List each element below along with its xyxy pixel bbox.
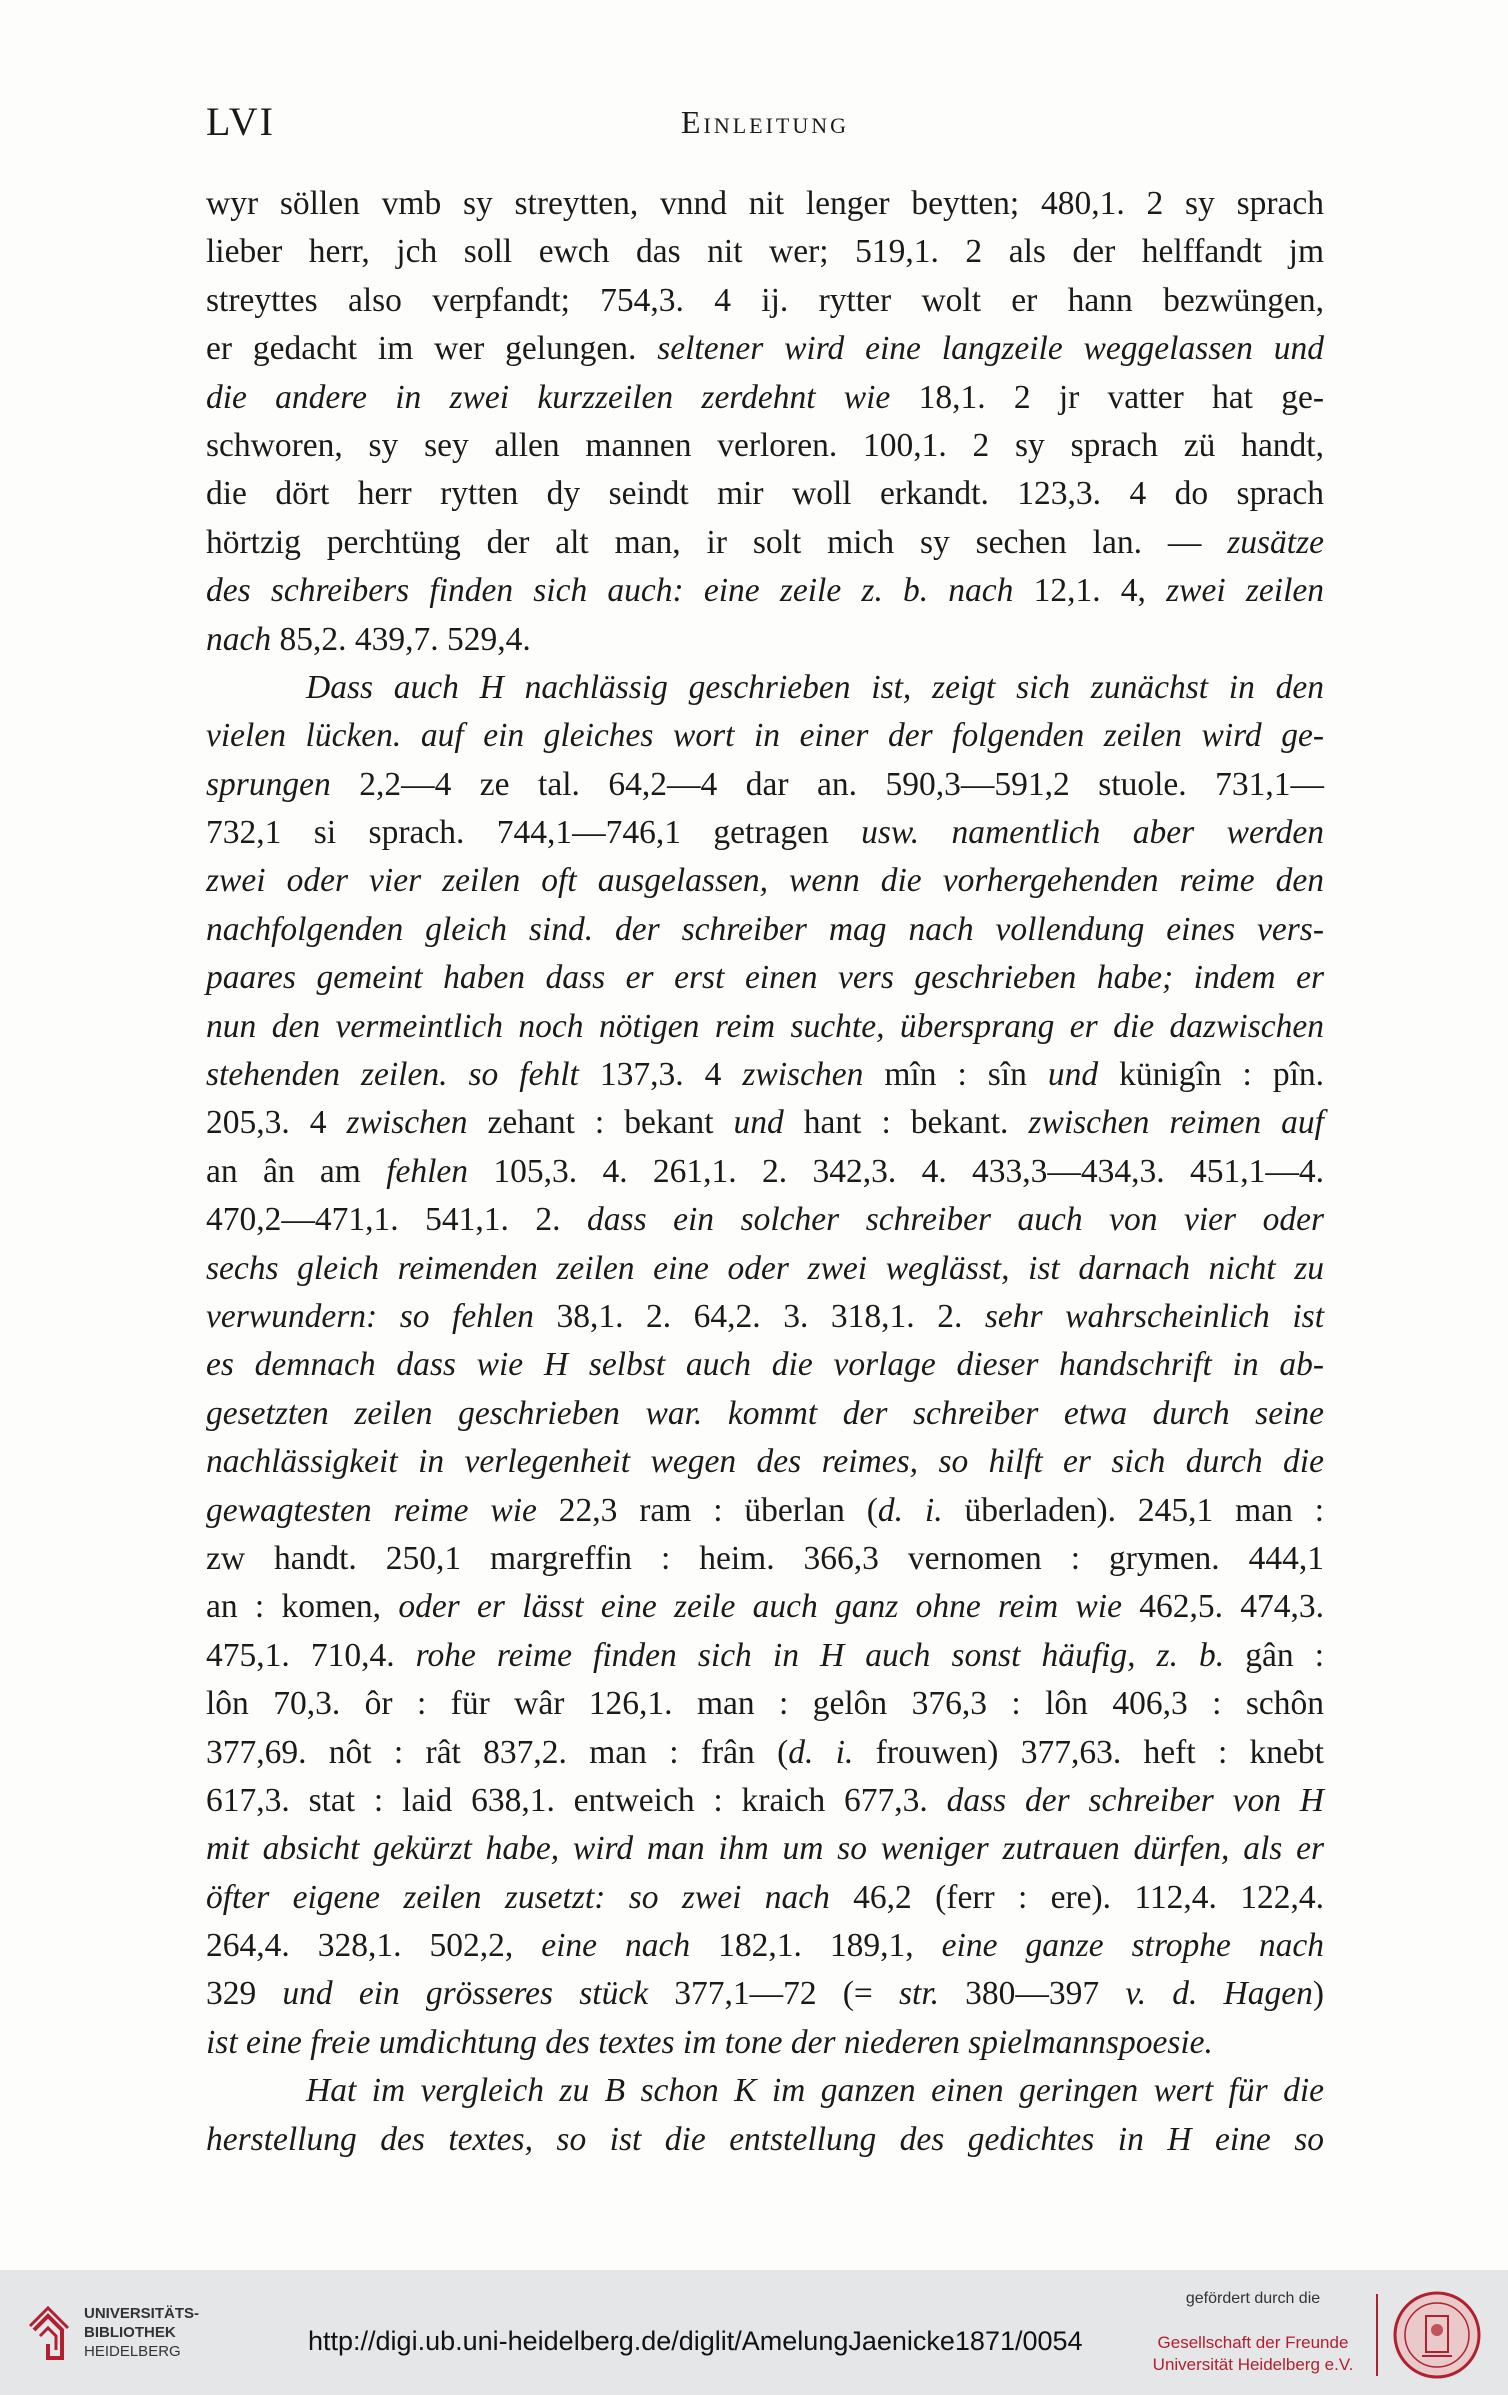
text-line: schworen, sy sey allen mannen verloren. 100,1. 2 sy sprach zü handt, xyxy=(206,426,1324,464)
university-seal-icon[interactable] xyxy=(1392,2290,1482,2380)
text-line: 205,3. 4 zwischen zehant : bekant und hant : bekant. zwischen reimen auf xyxy=(206,1104,1324,1142)
library-name xyxy=(84,2304,199,2361)
text-line: die andere in zwei kurzzeilen zerdehnt wie 18,1. 2 jr vatter hat ge- xyxy=(206,378,1324,416)
text-line: nachfolgenden gleich sind. der schreiber mag nach vollendung eines vers- xyxy=(206,910,1324,948)
text-line: öfter eigene zeilen zusetzt: so zwei nach 46,2 (ferr : ere). 112,4. 122,4. xyxy=(206,1878,1324,1916)
sponsor-label: gefördert durch die xyxy=(1185,2290,1321,2307)
text-line: 732,1 si sprach. 744,1—746,1 getragen usw. namentlich aber werden xyxy=(206,814,1324,852)
text-line: 264,4. 328,1. 502,2, eine nach 182,1. 189,1, eine ganze strophe nach xyxy=(206,1927,1324,1965)
text-line: verwundern: so fehlen 38,1. 2. 64,2. 3. 318,1. 2. sehr wahrscheinlich ist xyxy=(206,1297,1325,1335)
text-line: paares gemeint haben dass er erst einen vers geschrieben habe; indem er xyxy=(206,959,1324,997)
ub-heidelberg-logo-icon[interactable] xyxy=(28,2300,74,2366)
text-line: lieber herr, jch soll ewch das nit wer; 519,1. 2 als der helffandt jm xyxy=(206,233,1324,271)
text-line: zwei oder vier zeilen oft ausgelassen, wenn die vorhergehenden reime den xyxy=(206,862,1324,900)
footer-divider xyxy=(1376,2294,1378,2376)
text-line: gesetzten zeilen geschrieben war. kommt der schreiber etwa durch seine xyxy=(206,1394,1324,1432)
text-line: vielen lücken. auf ein gleiches wort in einer der folgenden zeilen wird ge- xyxy=(206,717,1324,755)
text-line: 617,3. stat : laid 638,1. entweich : kraich 677,3. dass der schreiber von H xyxy=(206,1781,1325,1819)
body-text xyxy=(206,180,1324,2164)
text-line: sechs gleich reimenden zeilen eine oder zwei weglässt, ist darnach nicht zu xyxy=(206,1249,1324,1287)
text-line: zw handt. 250,1 margreffin : heim. 366,3 vernomen : grymen. 444,1 xyxy=(206,1539,1324,1577)
text-line: er gedacht im wer gelungen. seltener wird eine langzeile weggelassen und xyxy=(206,330,1324,368)
text-line: 329 und ein grösseres stück 377,1—72 (= str. 380—397 v. d. Hagen) xyxy=(206,1975,1324,2013)
text-line: mit absicht gekürzt habe, wird man ihm um so weniger zutrauen dürfen, als er xyxy=(206,1830,1324,1868)
library-name-line2: BIBLIOTHEK xyxy=(84,2324,176,2341)
text-line: herstellung des textes, so ist die entstellung des gedichtes in H eine so xyxy=(206,2120,1324,2158)
sponsor-name-line2: Universität Heidelberg e.V. xyxy=(1152,2355,1354,2374)
text-line: sprungen 2,2—4 ze tal. 64,2—4 dar an. 590,3—591,2 stuole. 731,1— xyxy=(206,765,1324,803)
text-line: wyr söllen vmb sy streytten, vnnd nit lenger beytten; 480,1. 2 sy sprach xyxy=(206,185,1324,222)
text-line: 470,2—471,1. 541,1. 2. dass ein solcher schreiber auch von vier oder xyxy=(206,1201,1324,1239)
text-line: an ân am fehlen 105,3. 4. 261,1. 2. 342,3. 4. 433,3—434,3. 451,1—4. xyxy=(206,1152,1325,1190)
text-line: stehenden zeilen. so fehlt 137,3. 4 zwischen mîn : sîn und künigîn : pîn. xyxy=(206,1056,1325,1094)
permalink-url[interactable]: http://digi.ub.uni-heidelberg.de/diglit/AmelungJaenicke1871/0054 xyxy=(308,2326,1083,2356)
page-number: LVI xyxy=(206,99,275,144)
text-line: 377,69. nôt : rât 837,2. man : frân (d. i. frouwen) 377,63. heft : knebt xyxy=(206,1733,1324,1771)
text-line: Dass auch H nachlässig geschrieben ist, zeigt sich zunächst in den xyxy=(306,668,1324,706)
text-line: hörtzig perchtüng der alt man, ir solt mich sy sechen lan. — zusätze xyxy=(206,523,1324,561)
text-line: lôn 70,3. ôr : für wâr 126,1. man : gelôn 376,3 : lôn 406,3 : schôn xyxy=(206,1685,1324,1723)
text-line: des schreibers finden sich auch: eine zeile z. b. nach 12,1. 4, zwei zeilen xyxy=(206,572,1325,610)
text-line: es demnach dass wie H selbst auch die vorlage dieser handschrift in ab- xyxy=(206,1346,1324,1384)
text-line: die dört herr rytten dy seindt mir woll erkandt. 123,3. 4 do sprach xyxy=(206,475,1324,513)
sponsor-block xyxy=(1148,2290,1358,2376)
text-line: nach 85,2. 439,7. 529,4. xyxy=(206,620,531,658)
viewer-footer xyxy=(0,2270,1508,2395)
text-line: nachlässigkeit in verlegenheit wegen des reimes, so hilft er sich durch die xyxy=(206,1443,1324,1481)
text-line: streyttes also verpfandt; 754,3. 4 ij. rytter wolt er hann bezwüngen, xyxy=(206,281,1324,319)
text-line: 475,1. 710,4. rohe reime finden sich in H auch sonst häufig, z. b. gân : xyxy=(206,1636,1324,1674)
library-name-line1: UNIVERSITÄTS- xyxy=(84,2305,200,2322)
running-title: Einleitung xyxy=(680,104,850,140)
sponsor-name-line1: Gesellschaft der Freunde xyxy=(1157,2333,1349,2352)
text-line: an : komen, oder er lässt eine zeile auch ganz ohne reim wie 462,5. 474,3. xyxy=(206,1588,1324,1626)
library-name-line3: HEIDELBERG xyxy=(84,2343,181,2360)
text-line: gewagtesten reime wie 22,3 ram : überlan (d. i. überladen). 245,1 man : xyxy=(206,1491,1325,1529)
page-header xyxy=(206,98,1324,148)
text-line: ist eine freie umdichtung des textes im tone der niederen spielmannspoesie. xyxy=(206,2023,1213,2061)
text-line: Hat im vergleich zu B schon K im ganzen einen geringen wert für die xyxy=(306,2072,1324,2110)
text-line: nun den vermeintlich noch nötigen reim suchte, übersprang er die dazwischen xyxy=(206,1007,1324,1045)
